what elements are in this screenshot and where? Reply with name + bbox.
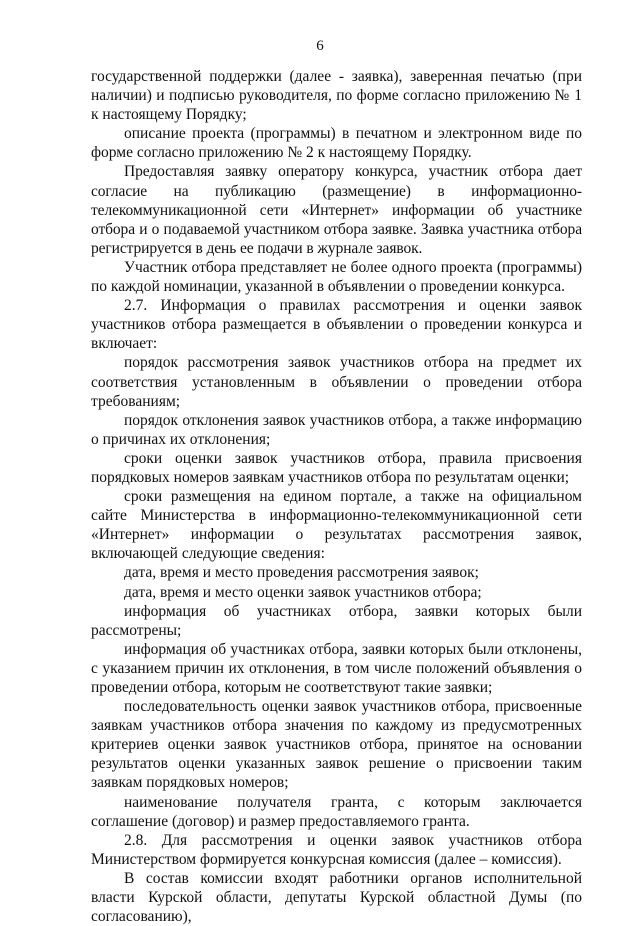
paragraph-project-description: описание проекта (программы) в печатном и электронном виде по форме согласно приложению № 2 к настоящему Порядку.	[91, 125, 582, 162]
paragraph-application-form: государственной поддержки (далее - заявка), заверенная печатью (при наличии) и подписью руководителя, по форме согласно приложению № 1 к настоящему Порядку;	[91, 68, 582, 124]
list-item-evaluation-terms: сроки оценки заявок участников отбора, правила присвоения порядковых номеров заявкам участников отбора по результатам оценки;	[91, 449, 582, 486]
list-item-review-procedure: порядок рассмотрения заявок участников отбора на предмет их соответствия установленным в объявлении о проведении отбора требованиям;	[91, 354, 582, 410]
paragraph-publication-consent: Предоставляя заявку оператору конкурса, участник отбора дает согласие на публикацию (размещение) в информационно-телекоммуникационной сети «Интернет» информации об участнике отбора и о подаваемой участником отбора заявке. Заявка участника отбора регистрируется в день ее подачи в журнале заявок.	[91, 163, 582, 257]
list-item-grant-recipient: наименование получателя гранта, с которым заключается соглашение (договор) и размер предоставляемого гранта.	[91, 793, 582, 830]
list-item-rejection-procedure: порядок отклонения заявок участников отбора, а также информацию о причинах их отклонения;	[91, 411, 582, 448]
paragraph-2-7-review-rules: 2.7. Информация о правилах рассмотрения и оценки заявок участников отбора размещается в объявлении о проведении конкурса и включает:	[91, 297, 582, 353]
document-body	[91, 67, 582, 926]
list-item-review-date: дата, время и место проведения рассмотрения заявок;	[124, 564, 479, 582]
paragraph-2-8-commission: 2.8. Для рассмотрения и оценки заявок участников отбора Министерством формируется конкурсная комиссия (далее – комиссия).	[91, 831, 582, 868]
list-item-rejected-participants: информация об участниках отбора, заявки которых были отклонены, с указанием причин их отклонения, в том числе положений объявления о проведении отбора, которым не соответствуют такие заявки;	[91, 640, 582, 696]
paragraph-commission-composition: В состав комиссии входят работники органов исполнительной власти Курской области, депутаты Курской областной Думы (по согласованию),	[91, 869, 582, 926]
page-number: 6	[316, 38, 324, 54]
list-item-publication-terms: сроки размещения на едином портале, а также на официальном сайте Министерства в информационно-телекоммуникационной сети «Интернет» информации о результатах рассмотрения заявок, включающей следующие сведения:	[91, 488, 582, 563]
paragraph-one-project-limit: Участник отбора представляет не более одного проекта (программы) по каждой номинации, указанной в объявлении о проведении конкурса.	[91, 258, 582, 296]
list-item-evaluation-date: дата, время и место оценки заявок участников отбора;	[124, 583, 482, 601]
list-item-evaluation-sequence: последовательность оценки заявок участников отбора, присвоенные заявкам участников отбора значения по каждому из предусмотренных критериев оценки заявок участников отбора, принятое на основании результатов оценки указанных заявок решение о присвоении таким заявкам порядковых номеров;	[91, 698, 582, 792]
list-item-reviewed-participants: информация об участниках отбора, заявки которых были рассмотрены;	[91, 602, 582, 639]
